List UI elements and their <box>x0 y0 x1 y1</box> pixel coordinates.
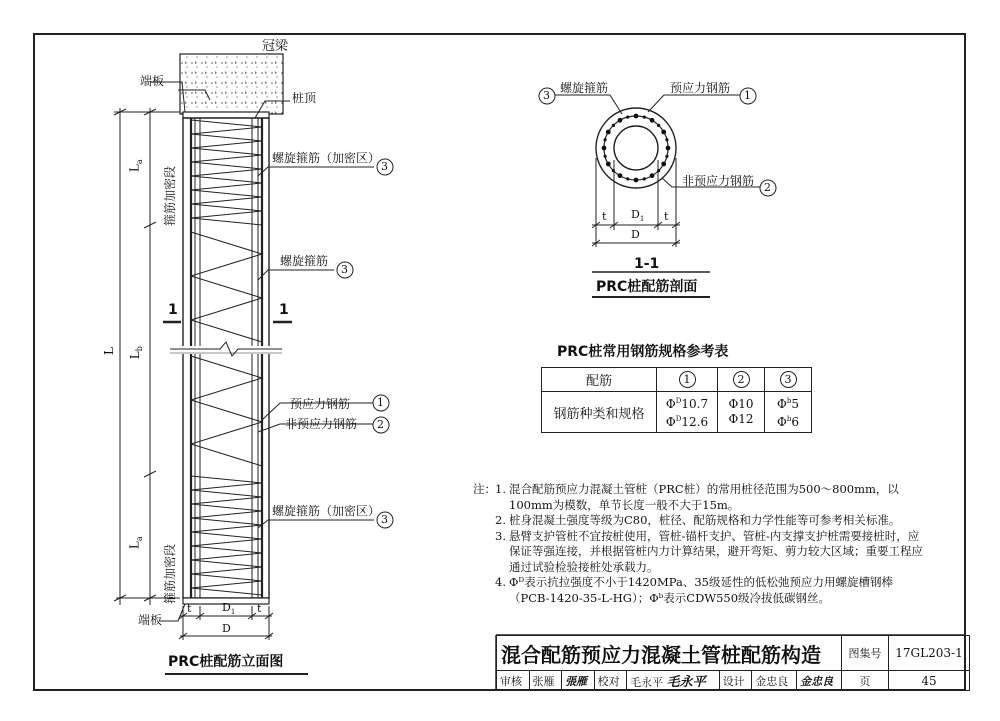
sec-dim-t-right: t <box>664 210 669 223</box>
dim-t-right: t <box>257 602 262 615</box>
pile-top-label: 桩顶 <box>292 91 317 105</box>
prestress-rebar-dot <box>666 146 671 151</box>
drawing-title: 混合配筋预应力混凝土管桩配筋构造 <box>497 636 842 671</box>
designer-signature: 金忠良 <box>797 671 842 691</box>
note-item: 悬臂支护管桩不宜按桩使用，管桩-锚杆支护、管桩-内支撑支护桩需要接桩时，应保证等强连接，并根据管桩内力计算结果，避开弯矩、剪力较大区域；重要工程应通过试验检验接桩处承载力。 <box>509 528 923 574</box>
nonprestress-rebar-dot <box>626 177 629 180</box>
sec-ann-nonprestress-num: 2 <box>764 181 771 194</box>
dim-d1: $D_1$ <box>222 601 236 617</box>
check-label: 校对 <box>594 671 627 691</box>
prestress-rebar-dot <box>618 173 623 178</box>
prestress-rebar-dot <box>634 178 639 183</box>
cut-mark-left: 1 <box>168 302 178 318</box>
sec-dim-t-left: t <box>602 210 607 223</box>
table-cell-3: $\Phi^b5$ $\Phi^b6$ <box>765 392 812 433</box>
nonprestress-rebar-dot <box>643 177 646 180</box>
notes-label: 注： <box>473 482 496 496</box>
nonprestress-rebar-dot <box>657 124 660 127</box>
spiral-stirrup <box>191 476 262 595</box>
table-title: PRC桩常用钢筋规格参考表 <box>557 344 729 360</box>
elevation-title: PRC桩配筋立面图 <box>168 654 284 670</box>
seg-top-label: 箍筋加密段 <box>163 165 177 226</box>
ann-spiral-dense-top-num: 3 <box>381 160 388 173</box>
checker-name: 毛永平 毛永平 <box>627 671 720 691</box>
end-plate-top-label: 端板 <box>140 74 165 88</box>
spiral-stirrup <box>191 232 262 342</box>
spiral-stirrup <box>191 356 262 466</box>
table-header-1: 1 <box>657 368 718 392</box>
ann-spiral-dense-bottom: 螺旋箍筋（加密区） <box>272 504 381 518</box>
sec-dim-d1: $D_1$ <box>631 208 645 224</box>
note-item: 桩身混凝土强度等级为C80，桩径、配筋规格和力学性能等可参考相关标准。 <box>509 513 901 527</box>
section-label: 1-1 <box>634 256 660 272</box>
note-item: Φᴰ表示抗拉强度不小于1420MPa、35级延性的低松弛预应力用螺旋槽钢棒（PCB-1420-35-L-HG）；Φᵇ表示CDW550级冷拔低碳钢丝。 <box>509 575 893 605</box>
cut-mark-right: 1 <box>279 302 289 318</box>
nonprestress-rebar-dot <box>665 138 668 141</box>
prestress-rebar-dot <box>602 146 607 151</box>
design-label: 设计 <box>719 671 752 691</box>
table-header-2: 2 <box>718 368 765 392</box>
dim-l: L <box>101 347 116 355</box>
dim-d: D <box>222 622 231 635</box>
seg-bottom-label: 箍筋加密段 <box>163 543 177 604</box>
crown-beam-label: 冠梁 <box>262 39 289 54</box>
atlas-no-label: 图集号 <box>842 636 889 671</box>
atlas-no: 17GL203-1 <box>889 636 970 671</box>
sec-ann-prestress: 预应力钢筋 <box>670 81 731 95</box>
nonprestress-rebar-dot <box>626 116 629 119</box>
end-plate-bottom-label: 端板 <box>138 613 163 627</box>
ann-spiral-dense-top: 螺旋箍筋（加密区） <box>272 151 381 165</box>
prestress-rebar-dot <box>634 114 639 119</box>
nonprestress-rebar-dot <box>665 155 668 158</box>
ann-spiral-dense-bottom-num: 3 <box>381 513 388 526</box>
sec-ann-spiral: 螺旋箍筋 <box>560 81 609 95</box>
prestress-rebar-dot <box>606 130 611 135</box>
ann-spiral-num: 3 <box>341 263 348 276</box>
sec-ann-prestress-num: 1 <box>744 89 751 102</box>
rebar-spec-table <box>541 367 812 433</box>
table-header-rebar: 配筋 <box>542 368 657 392</box>
table-header-3: 3 <box>765 368 812 392</box>
nonprestress-rebar-dot <box>604 138 607 141</box>
table-cell-2: Φ10 Φ12 <box>718 392 765 433</box>
page-number: 45 <box>889 671 970 691</box>
prestress-rebar-dot <box>650 118 655 123</box>
ann-prestress-num: 1 <box>377 396 384 409</box>
prestress-rebar-dot <box>661 130 666 135</box>
spiral-stirrup-lines <box>191 120 262 595</box>
nonprestress-rebar-dot <box>657 169 660 172</box>
prestress-rebar-dot <box>606 162 611 167</box>
page-label: 页 <box>842 671 889 691</box>
dim-t-left: t <box>187 602 192 615</box>
checker-signature: 毛永平 <box>666 675 706 690</box>
crown-beam <box>180 54 283 114</box>
section-title: PRC桩配筋剖面 <box>596 279 698 295</box>
spiral-stirrup <box>191 120 262 225</box>
prestress-rebar-dot <box>650 173 655 178</box>
table-cell-1: $\Phi^D10.7$ $\Phi^D12.6$ <box>657 392 718 433</box>
dim-la-bottom: $L_a$ <box>127 536 145 550</box>
note-item: 混合配筋预应力混凝土管桩（PRC桩）的常用桩径范围为500～800mm，以100mm为模数，单节长度一般不大于15m。 <box>509 482 899 512</box>
prestress-rebar-dot <box>618 118 623 123</box>
table-row-label: 钢筋种类和规格 <box>542 392 657 433</box>
reviewer-name: 张雁 <box>529 671 562 691</box>
nonprestress-rebar-dot <box>612 124 615 127</box>
dim-la-top: $L_a$ <box>127 159 145 173</box>
sec-ann-spiral-num: 3 <box>543 89 550 102</box>
nonprestress-rebar-dot <box>643 116 646 119</box>
sec-ann-nonprestress: 非预应力钢筋 <box>682 174 755 188</box>
ann-nonprestress-num: 2 <box>377 418 384 431</box>
sec-dim-d: D <box>631 228 640 241</box>
ann-spiral: 螺旋箍筋 <box>280 254 329 268</box>
title-block <box>496 635 970 691</box>
notes-block: 注： 1. 混合配筋预应力混凝土管桩（PRC桩）的常用桩径范围为500～800mm，以100mm为模数，单节长度一般不大于15m。 2. 桩身混凝土强度等级为C80，桩径、配筋规格和力学性能等可参考相关标准。 3. 悬臂支护管桩不宜按桩使用，管桩-锚杆支护、管桩-内支撑支护桩需要接桩时，应保证等强连接，并根据管桩内力计算结果，避开弯矩、剪力较大区域；重要工程应通过试验检验接桩处承载力。 4. Φᴰ表示抗拉强度不小于1420MPa、35级延性的低松弛预应力用螺旋槽钢棒（PCB-1420-35-L-HG）；Φᵇ表示CDW550级冷拔低碳钢丝。 <box>473 482 923 605</box>
nonprestress-rebar-dot <box>604 155 607 158</box>
reviewer-signature: 張雁 <box>562 671 595 691</box>
prestress-rebar-dot <box>661 162 666 167</box>
designer-name: 金忠良 <box>752 671 797 691</box>
ann-nonprestress: 非预应力钢筋 <box>285 417 358 431</box>
dim-lb: $L_b$ <box>127 346 145 360</box>
review-label: 审核 <box>497 671 530 691</box>
ann-prestress: 预应力钢筋 <box>290 397 351 411</box>
nonprestress-rebar-dot <box>612 169 615 172</box>
